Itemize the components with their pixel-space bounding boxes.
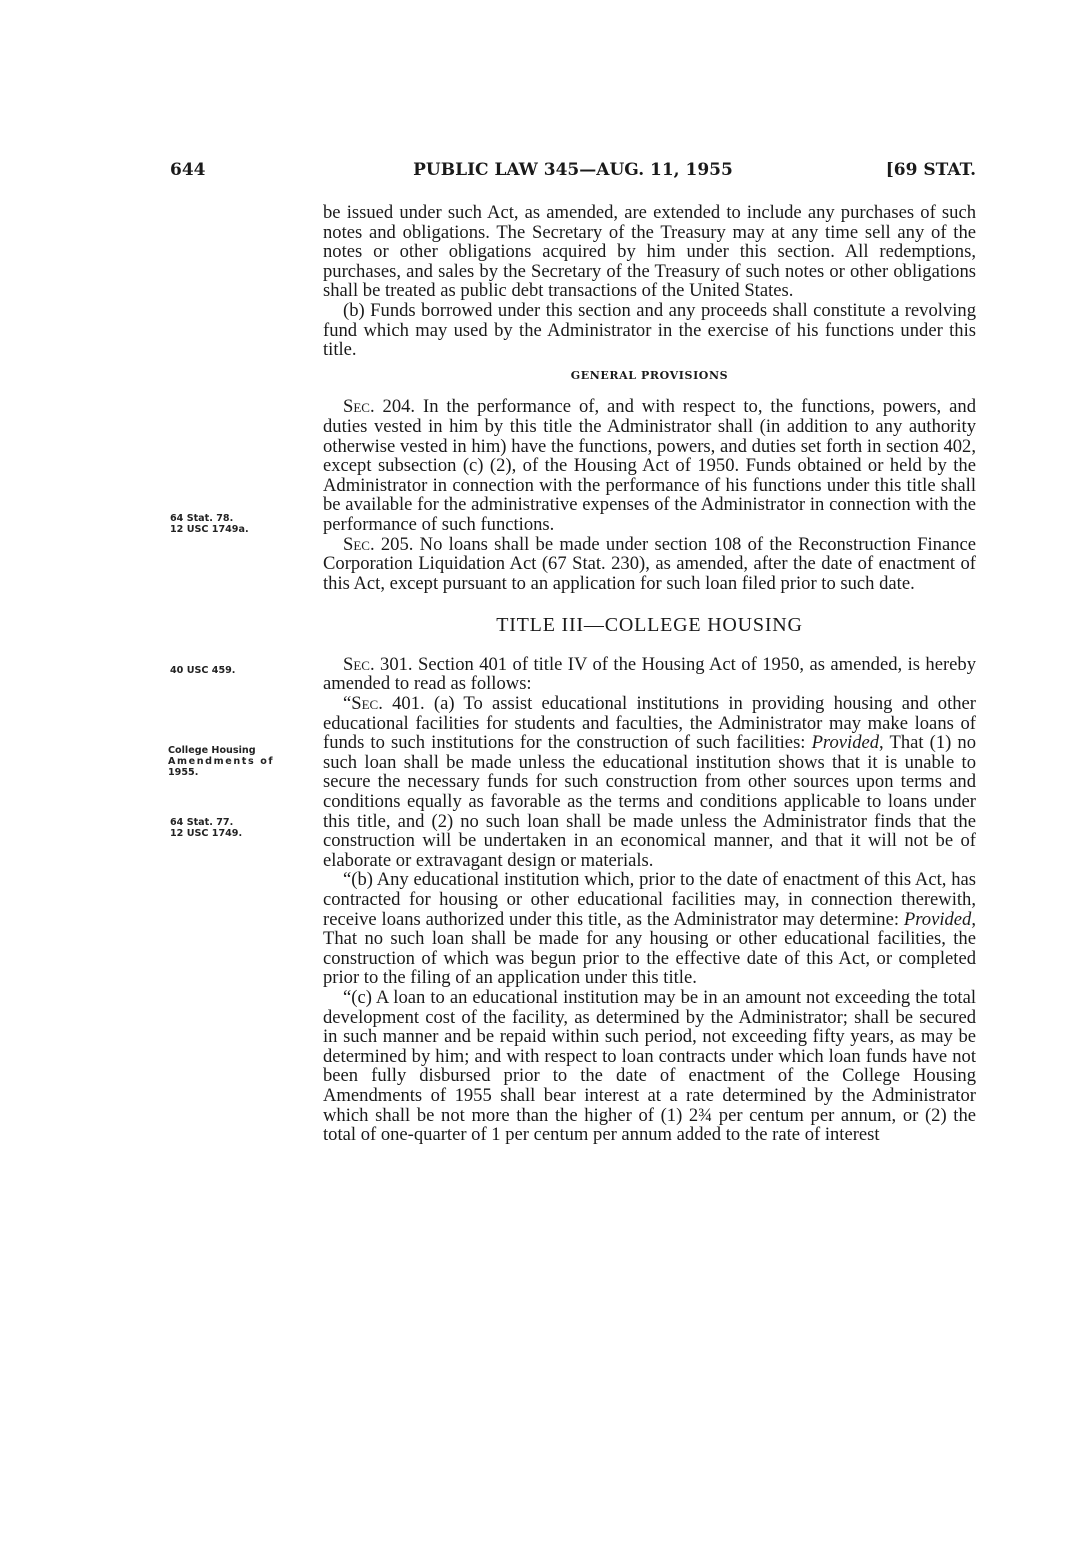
sec-text: 204. In the performance of, and with respect to, the functions, powers, and duties vested in him by this title the Administrator shall (in addition to any authority otherwise vested in him) have the functions, powers, and duties set forth in section 402, except subsection (c) (2), of the Housing Act of 1950. Funds obtained or held by the Administrator in connection with the performance of his functions under this title shall be available for the administrative expenses of the Administrator in connection with the performance of such functions. [323, 396, 976, 535]
margin-note-line: College Housing [168, 745, 256, 756]
margin-note-40-usc-459 [170, 665, 320, 676]
sec-text: “(b) Any educational institution which, prior to the date of enactment of this Act, has contracted for housing or other educational facilities may, in connection therewith, receive loans authorized under this title, as the Administrator may determine: [323, 869, 976, 930]
paragraph-b: (b) Funds borrowed under this section and any proceeds shall constitute a revolving fund which may used by the Administrator in the exercise of his functions under this title. [323, 299, 976, 361]
sec-label: Sec. [343, 396, 375, 418]
margin-note-line: Amendments of [168, 756, 275, 767]
margin-note-college-housing [168, 745, 318, 778]
body-text [323, 203, 976, 1145]
title-iii-heading: TITLE III—COLLEGE HOUSING [496, 614, 803, 637]
margin-note-64-stat-77 [170, 817, 320, 839]
section-205 [323, 535, 976, 594]
section-heading-general-provisions: GENERAL PROVISIONS [570, 368, 729, 382]
section-401-c: “(c) A loan to an educational institution may be in an amount not exceeding the total development cost of the facility, as determined by the Administrator; shall be secured in such manner and be repaid within such period, not exceeding fifty years, as may be determined by him; and with respect to loan contracts under which loan funds have not been fully disbursed prior to the date of enactment of the College Housing Amendments of 1955 shall bear interest at a rate determined by the Administrator which shall be not more than the higher of (1) 2¾ per centum per annum, or (2) the total of one-quarter of 1 per centum per annum added to the rate of interest [323, 986, 976, 1146]
margin-note-line: 64 Stat. 78. [170, 513, 234, 524]
margin-note-line: 12 USC 1749a. [170, 524, 249, 535]
sec-text: 401. (a) To assist educational institutions in providing housing and other educational facilities for students and faculties, the Administrator may make loans of funds to such institutions for the construction of such facilities: [323, 693, 976, 754]
margin-note-line: 40 USC 459. [170, 665, 236, 676]
sec-text: 301. Section 401 of title IV of the Housing Act of 1950, as amended, is hereby amended to read as follows: [323, 653, 976, 695]
section-301 [323, 655, 976, 694]
section-401-a [323, 694, 976, 870]
section-204 [323, 397, 976, 534]
margin-note-line: 1955. [168, 767, 199, 778]
running-title: PUBLIC LAW 345—AUG. 11, 1955 [413, 160, 733, 180]
margin-note-line: 64 Stat. 77. [170, 817, 234, 828]
margin-note-64-stat-78 [170, 513, 320, 535]
sec-label: Sec. [343, 653, 375, 675]
page-header [170, 160, 976, 186]
section-401-b [323, 870, 976, 988]
page-number: 644 [170, 160, 206, 180]
open-quote: “ [343, 693, 352, 715]
provided-italic: Provided [811, 732, 880, 754]
paragraph-continuation: be issued under such Act, as amended, are extended to include any purchases of such notes and obligations. The Secretary of the Treasury may at any time sell any of the notes or other obligations acquired by him under this section. All redemptions, purchases, and sales by the Secretary of the Treasury of such notes or other obligations shall be treated as public debt transactions of the United States. [323, 202, 976, 302]
margin-note-line: 12 USC 1749. [170, 828, 243, 839]
sec-text: , That (1) no such loan shall be made unless the educational institution shows that it is unable to secure the necessary funds for such construction from other sources upon terms and conditions equally as favorable as the terms and conditions applicable to loans under this title, and (2) no such loan shall be made unless the Administrator finds that the construction will be undertaken in an economical manner, and that it will not be of elaborate or extravagant design or materials. [323, 732, 977, 871]
provided-italic: Provided [903, 908, 972, 930]
sec-label: Sec. [351, 693, 383, 715]
sec-text: 205. No loans shall be made under section 108 of the Reconstruction Finance Corporation Liquidation Act (67 Stat. 230), as amended, after the date of enactment of this Act, except pursuant to an application for such loan filed prior to such date. [323, 533, 976, 594]
sec-label: Sec. [343, 533, 375, 555]
volume-reference: [69 STAT. [885, 160, 976, 180]
sec-text: , That no such loan shall be made for any housing or other educational facilities, the construction of which was begun prior to the effective date of this Act, or completed prior to the filing of an application under this title. [323, 908, 976, 989]
